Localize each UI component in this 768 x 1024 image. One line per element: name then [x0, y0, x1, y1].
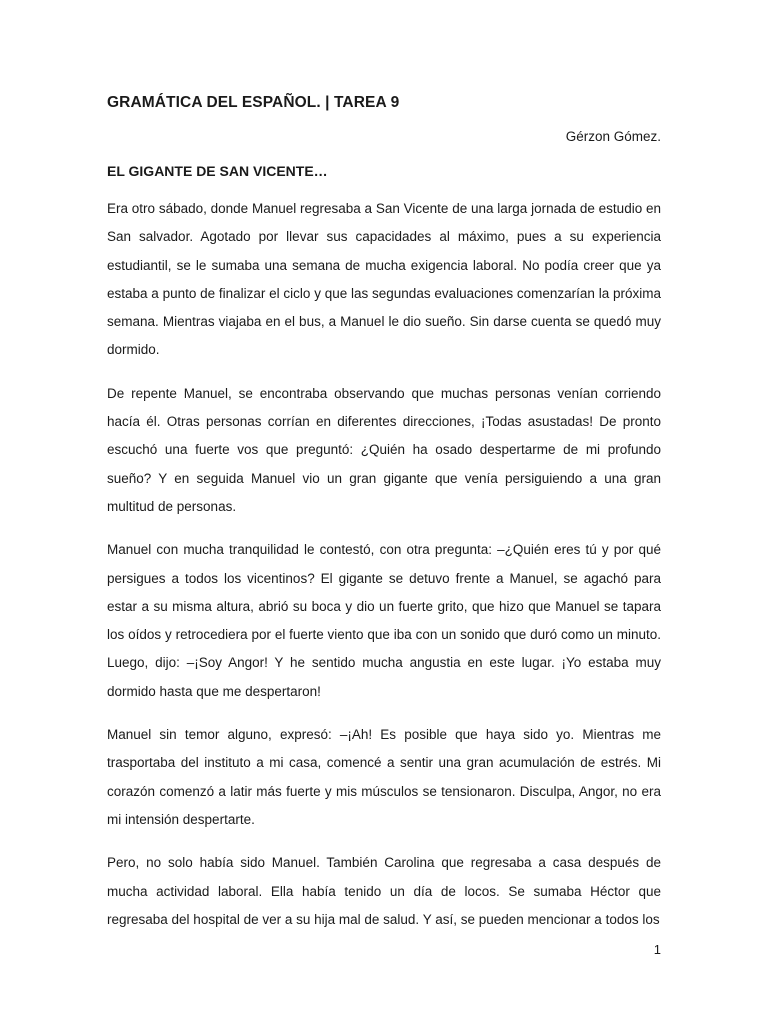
page-number: 1 — [653, 942, 661, 957]
story-title: EL GIGANTE DE SAN VICENTE… — [107, 163, 328, 179]
page-content — [107, 92, 661, 934]
paragraph-5: Pero, no solo había sido Manuel. También Carolina que regresaba a casa después de mucha actividad laboral. Ella había tenido un día de locos. Se sumaba Héctor que regresaba del hospital de ver a su hija mal de salud. Y así, se pueden mencionar a todos los — [107, 855, 661, 927]
paragraph-4: Manuel sin temor alguno, expresó: –¡Ah! Es posible que haya sido yo. Mientras me trasportaba del instituto a mi casa, comencé a sentir una gran acumulación de estrés. Mi corazón comenzó a latir más fuerte y mis músculos se tensionaron. Disculpa, Angor, no era mi intensión despertarte. — [107, 727, 661, 827]
paragraph-3: Manuel con mucha tranquilidad le contestó, con otra pregunta: –¿Quién eres tú y por qué persigues a todos los vicentinos? El gigante se detuvo frente a Manuel, se agachó para estar a su misma altura, abrió su boca y dio un fuerte grito, que hizo que Manuel se tapara los oídos y retrocediera por el fuerte viento que iba con un sonido que duró como un minuto. Luego, dijo: –¡Soy Angor! Y he sentido mucha angustia en este lugar. ¡Yo estaba muy dormido hasta que me despertaron! — [107, 542, 661, 699]
author-name: Gérzon Gómez. — [565, 129, 661, 144]
paragraph-1: Era otro sábado, donde Manuel regresaba a San Vicente de una larga jornada de estudio en San salvador. Agotado por llevar sus capacidades al máximo, pues a su experiencia estudiantil, se le sumaba una semana de mucha exigencia laboral. No podía creer que ya estaba a punto de finalizar el ciclo y que las segundas evaluaciones comenzarían la próxima semana. Mientras viajaba en el bus, a Manuel le dio sueño. Sin darse cuenta se quedó muy dormido. — [107, 201, 661, 358]
paragraph-2: De repente Manuel, se encontraba observando que muchas personas venían corriendo hacía él. Otras personas corrían en diferentes direcciones, ¡Todas asustadas! De pronto escuchó una fuerte vos que preguntó: ¿Quién ha osado despertarme de mi profundo sueño? Y en seguida Manuel vio un gran gigante que venía persiguiendo a una gran multitud de personas. — [107, 385, 661, 514]
document-title: GRAMÁTICA DEL ESPAÑOL. | TAREA 9 — [107, 94, 400, 111]
